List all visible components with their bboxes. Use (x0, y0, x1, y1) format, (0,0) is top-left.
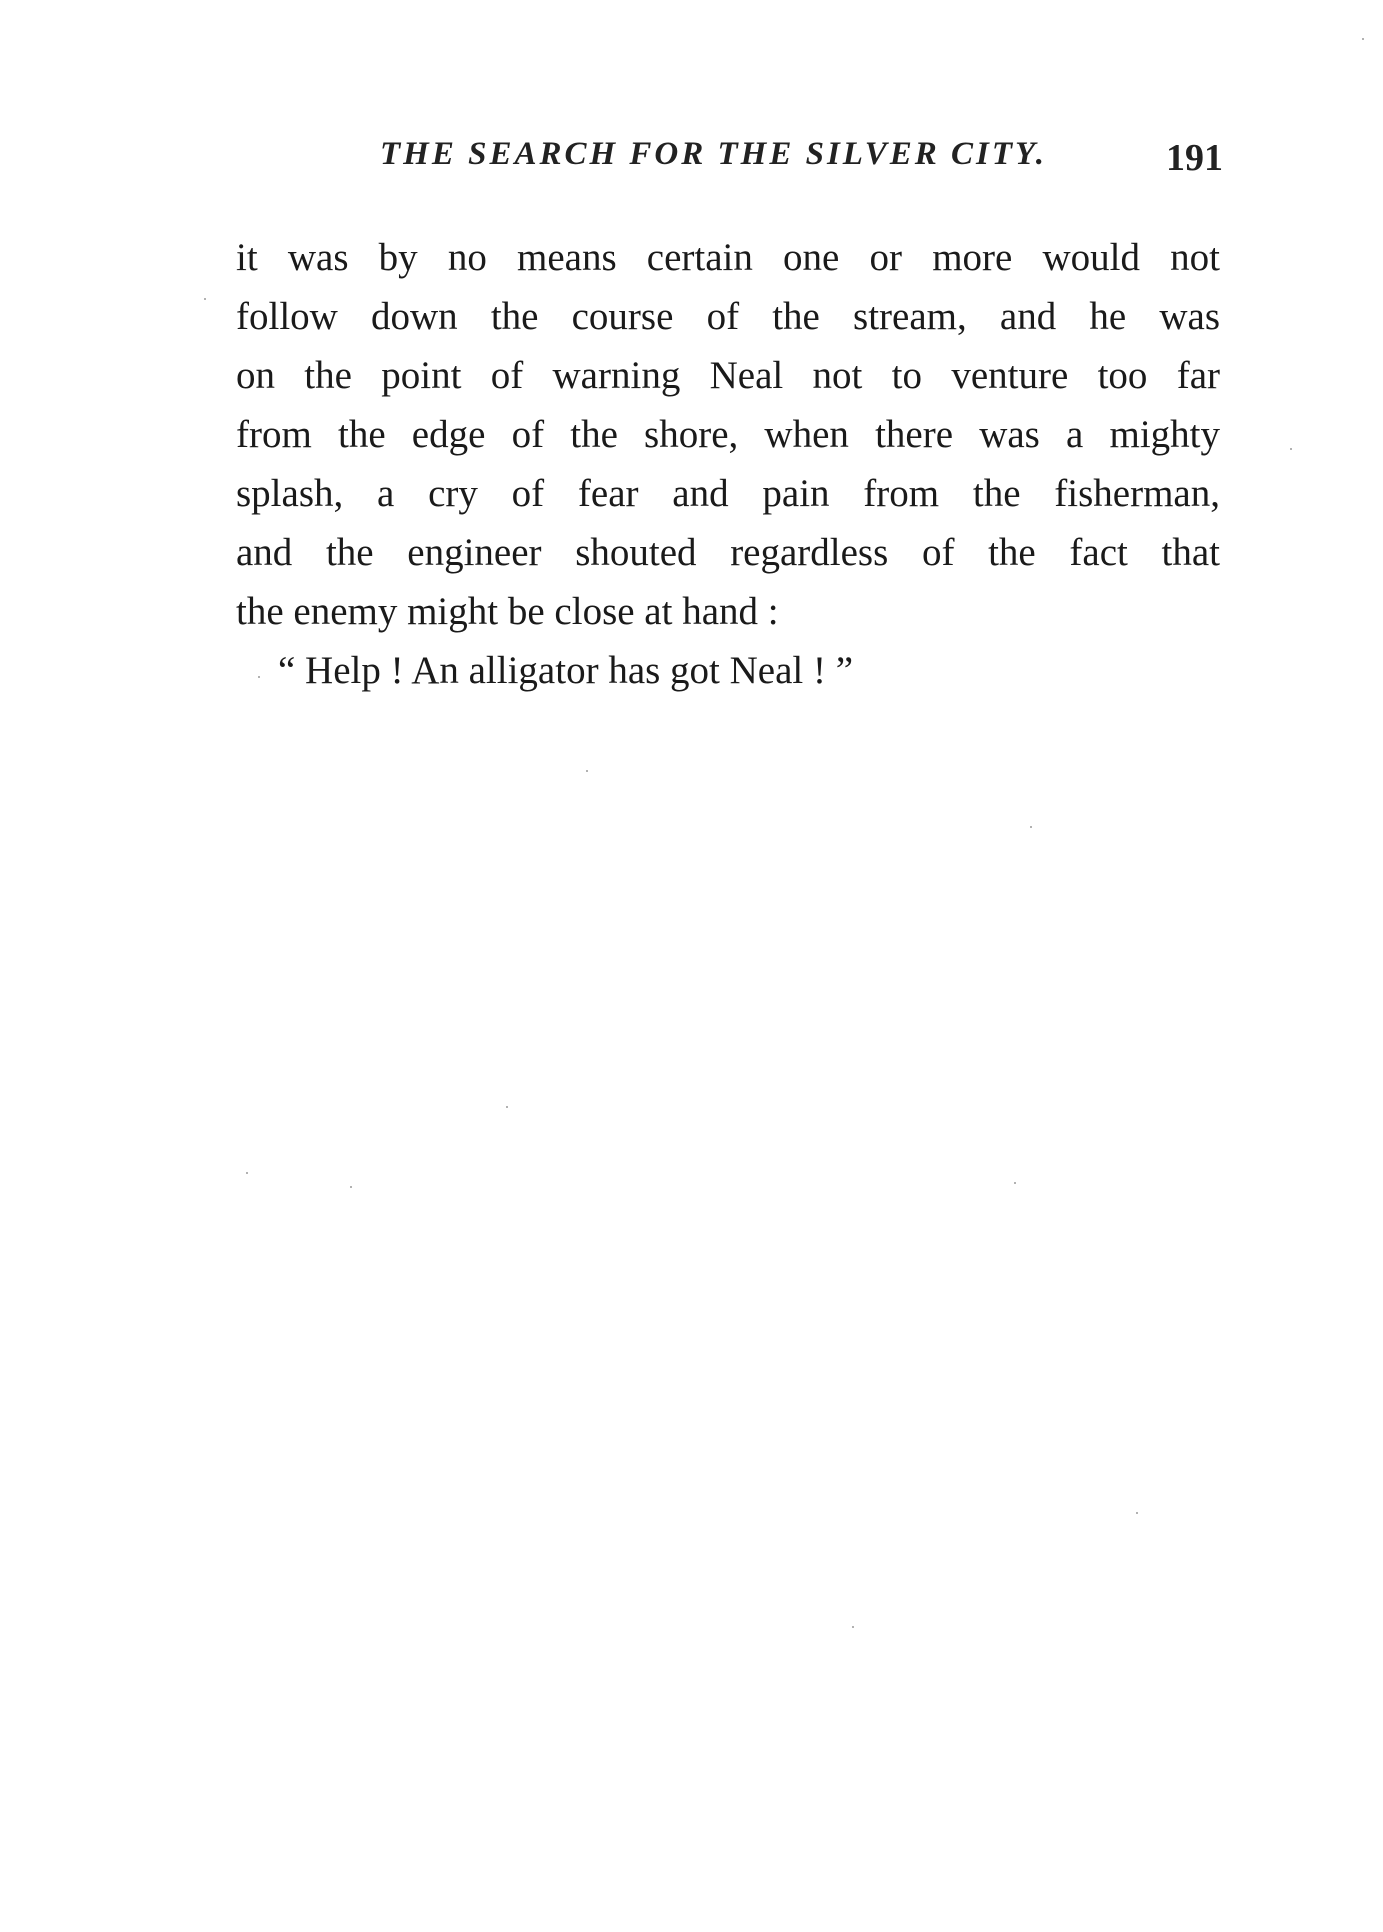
text-line: it was by no means certain one or more would not (236, 236, 1220, 279)
paper-speck (246, 1172, 248, 1174)
running-head-title: THE SEARCH FOR THE SILVER CITY. (380, 136, 1047, 172)
paper-speck (1362, 38, 1364, 40)
text-line: follow down the course of the stream, and he was (236, 295, 1220, 338)
text-line: the enemy might be close at hand : (236, 590, 779, 633)
paper-speck (1136, 1512, 1138, 1514)
paper-speck (1014, 1182, 1016, 1184)
paper-speck (586, 770, 588, 772)
paper-speck (1290, 448, 1292, 450)
text-line: splash, a cry of fear and pain from the fisherman, (236, 472, 1220, 515)
text-line: on the point of warning Neal not to venture too far (236, 354, 1220, 397)
page-number: 191 (1166, 137, 1223, 179)
paper-speck (350, 1186, 352, 1188)
paper-speck (852, 1626, 854, 1628)
body-text (236, 228, 1220, 700)
text-line: and the engineer shouted regardless of the fact that (236, 531, 1220, 574)
text-line: from the edge of the shore, when there was a mighty (236, 413, 1220, 456)
dialogue-line: “ Help ! An alligator has got Neal ! ” (278, 649, 854, 692)
paper-speck (204, 298, 206, 300)
paper-speck (1030, 826, 1032, 828)
paper-speck (506, 1106, 508, 1108)
paper-speck (258, 676, 260, 678)
